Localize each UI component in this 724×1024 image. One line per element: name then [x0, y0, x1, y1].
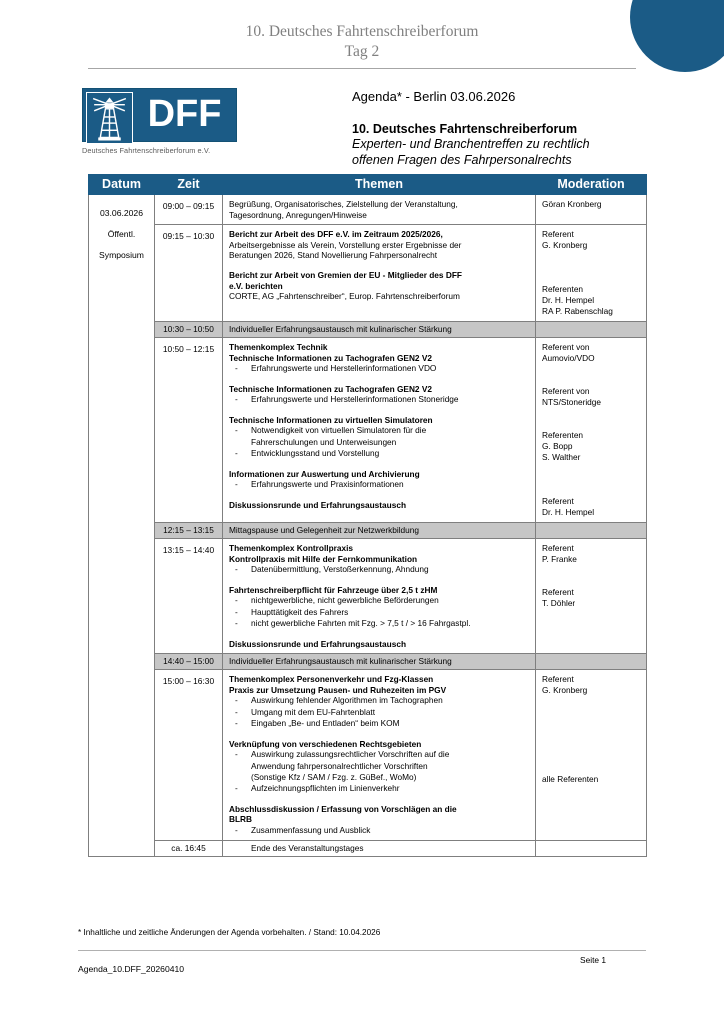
cell-zeit: 10:50 – 12:15 — [155, 338, 223, 523]
moderator-line: Referent von — [542, 386, 590, 397]
cell-moderation — [536, 654, 647, 670]
bullet-item: - nicht gewerbliche Fahrten mit Fzg. > 7,5 t / > 16 Fahrgastpl. — [229, 618, 530, 629]
cell-themen — [223, 195, 536, 225]
bullet-item: - Aufzeichnungspflichten im Linienverkehr — [229, 783, 530, 794]
agenda-table — [88, 174, 647, 857]
topic-line: Bericht zur Arbeit von Gremien der EU - Mitglieder des DFF — [229, 269, 462, 280]
bullet-item: - Zusammenfassung und Ausblick — [229, 825, 530, 836]
topic-line: Kontrollpraxis mit Hilfe der Fernkommunikation — [229, 553, 418, 564]
table-row — [89, 338, 647, 523]
footer-divider — [78, 950, 646, 951]
moderator-line: P. Franke — [542, 554, 577, 565]
cell-moderation — [536, 841, 647, 857]
topic-line: Informationen zur Auswertung und Archivierung — [229, 468, 420, 479]
moderator-line: Referenten — [542, 430, 584, 441]
table-row — [89, 225, 647, 322]
cell-zeit: 13:15 – 14:40 — [155, 539, 223, 654]
table-row — [89, 670, 647, 841]
topic-block — [229, 739, 530, 795]
bullet-item: - Haupttätigkeit des Fahrers — [229, 607, 530, 618]
table-row — [89, 195, 647, 225]
cell-themen: Individueller Erfahrungsaustausch mit kulinarischer Stärkung — [223, 654, 536, 670]
topic-block — [229, 585, 530, 630]
moderator-line: Referent — [542, 674, 574, 685]
column-header-themen: Themen — [223, 175, 536, 195]
topic-block — [229, 469, 530, 491]
page-header — [88, 22, 636, 62]
moderation-spacer — [542, 696, 641, 774]
moderator-line: NTS/Stoneridge — [542, 397, 602, 408]
cell-themen: Ende des Veranstaltungstages — [223, 841, 536, 857]
column-header-moderation: Moderation — [536, 175, 647, 195]
bullet-item: - Auswirkung fehlender Algorithmen im Tachographen — [229, 695, 530, 706]
topic-bullets — [229, 394, 530, 405]
moderator-line: T. Döhler — [542, 598, 576, 609]
moderator-line: Referent — [542, 496, 574, 507]
table-row — [89, 523, 647, 539]
table-row — [89, 539, 647, 654]
topic-line: Begrüßung, Organisatorisches, Zielstellung der Veranstaltung, — [229, 199, 458, 209]
topic-line: Themenkomplex Technik — [229, 342, 328, 353]
datum-kind-line2: Symposium — [99, 250, 144, 260]
cell-zeit: 15:00 – 16:30 — [155, 670, 223, 841]
moderator-line — [542, 262, 641, 273]
cell-themen: Individueller Erfahrungsaustausch mit kulinarischer Stärkung — [223, 322, 536, 338]
bullet-continuation: Anwendung fahrpersonalrechtlicher Vorschriften — [251, 760, 428, 771]
logo-mark — [82, 88, 237, 142]
bullet-item: - Erfahrungswerte und Praxisinformationen — [229, 479, 530, 490]
topic-block — [229, 415, 530, 460]
bullet-continuation: Fahrerschulungen und Unterweisungen — [251, 436, 397, 447]
moderator-line — [542, 364, 641, 375]
bullet-item: - Notwendigkeit von virtuellen Simulatoren für die Fahrerschulungen und Unterweisungen — [229, 425, 530, 448]
table-row — [89, 841, 647, 857]
agenda-date-line: Agenda* - Berlin 03.06.2026 — [352, 89, 516, 104]
bullet-item: - Erfahrungswerte und Herstellerinformationen Stoneridge — [229, 394, 530, 405]
moderator-line: Referent — [542, 229, 574, 240]
document-title-block — [352, 88, 652, 168]
moderator-line — [542, 408, 641, 419]
topic-block — [229, 199, 530, 220]
topic-line: BLRB — [229, 814, 253, 825]
moderator-line: Dr. H. Hempel — [542, 507, 595, 518]
column-header-datum: Datum — [89, 175, 155, 195]
cell-moderation — [536, 539, 647, 654]
topic-line: Themenkomplex Kontrollpraxis — [229, 543, 354, 554]
bullet-item: - nichtgewerbliche, nicht gewerbliche Beförderungen — [229, 595, 530, 606]
cell-themen — [223, 338, 536, 523]
moderator-line: Referenten — [542, 284, 584, 295]
topic-block — [229, 639, 530, 650]
topic-line: Technische Informationen zu Tachografen GEN2 V2 — [229, 352, 433, 363]
moderator-line — [542, 485, 641, 496]
forum-subtitle-line2: offenen Fragen des Fahrpersonalrechts — [352, 152, 572, 167]
topic-line: Abschlussdiskussion / Erfassung von Vorschlägen an die — [229, 803, 457, 814]
cell-themen — [223, 225, 536, 322]
topic-bullets — [229, 425, 530, 459]
moderator-line — [542, 565, 641, 576]
topic-block — [229, 543, 530, 576]
page-header-subtitle: Tag 2 — [344, 43, 380, 60]
topic-line: Fahrtenschreiberpflicht für Fahrzeuge über 2,5 t zHM — [229, 584, 438, 595]
header-divider — [88, 68, 636, 69]
table-row — [89, 322, 647, 338]
bullet-continuation: (Sonstige Kfz / SAM / Fzg. z. GüBef., WoMo) — [251, 772, 417, 782]
table-row — [89, 654, 647, 670]
page-header-title: 10. Deutsches Fahrtenschreiberforum — [245, 23, 479, 40]
topic-bullets — [229, 595, 530, 629]
moderator-line — [542, 419, 641, 430]
logo-letters: DFF — [147, 93, 222, 135]
cell-datum — [89, 195, 155, 857]
lighthouse-icon — [86, 92, 133, 144]
moderator-line: RA P. Rabenschlag — [542, 306, 613, 317]
topic-line: Diskussionsrunde und Erfahrungsaustausch — [229, 499, 407, 510]
cell-themen — [223, 670, 536, 841]
forum-title: 10. Deutsches Fahrtenschreiberforum — [352, 122, 578, 136]
moderator-line: alle Referenten — [542, 774, 599, 785]
topic-block — [229, 674, 530, 729]
cell-zeit: 09:15 – 10:30 — [155, 225, 223, 322]
moderator-line: Göran Kronberg — [542, 199, 602, 209]
table-header-row — [89, 175, 647, 195]
bullet-item: - Auswirkung zulassungsrechtlicher Vorschriften auf die Anwendung fahrpersonalrechtlicher Vorschriften (Sonstige Kfz / SAM / Fzg. z. GüBef., WoMo) — [229, 749, 530, 783]
corner-decoration — [630, 0, 724, 72]
moderator-line: Aumovio/VDO — [542, 353, 595, 364]
cell-zeit: 12:15 – 13:15 — [155, 523, 223, 539]
moderator-line: G. Kronberg — [542, 240, 588, 251]
cell-moderation — [536, 225, 647, 322]
topic-block — [229, 342, 530, 375]
topic-bullets — [229, 695, 530, 729]
cell-themen — [223, 539, 536, 654]
moderator-line — [542, 273, 641, 284]
cell-moderation — [536, 195, 647, 225]
cell-moderation — [536, 322, 647, 338]
cell-themen: Mittagspause und Gelegenheit zur Netzwerkbildung — [223, 523, 536, 539]
table-body — [89, 195, 647, 857]
topic-line: e.V. berichten — [229, 280, 283, 291]
topic-line: Praxis zur Umsetzung Pausen- und Ruhezeiten im PGV — [229, 684, 447, 695]
topic-line: Themenkomplex Personenverkehr und Fzg-Klassen — [229, 674, 434, 685]
moderator-line — [542, 375, 641, 386]
topic-bullets — [229, 564, 530, 575]
column-header-zeit: Zeit — [155, 175, 223, 195]
topic-line: Arbeitsergebnisse als Verein, Vorstellung erster Ergebnisse der — [229, 239, 462, 250]
topic-bullets — [229, 749, 530, 795]
topic-line: Bericht zur Arbeit des DFF e.V. im Zeitraum 2025/2026, — [229, 229, 443, 240]
topic-line: CORTE, AG „Fahrtenschreiber“, Europ. Fahrtenschreiberforum — [229, 291, 460, 302]
moderator-line: Dr. H. Hempel — [542, 295, 595, 306]
topic-bullets — [229, 825, 530, 836]
topic-line: Technische Informationen zu virtuellen Simulatoren — [229, 414, 433, 425]
topic-bullets — [229, 479, 530, 490]
datum-date: 03.06.2026 — [99, 208, 143, 218]
agenda-footnote: * Inhaltliche und zeitliche Änderungen der Agenda vorbehalten. / Stand: 10.04.2026 — [78, 928, 381, 937]
topic-block — [229, 500, 530, 511]
topic-block — [229, 229, 530, 261]
bullet-item: - Erfahrungswerte und Herstellerinformationen VDO — [229, 363, 530, 374]
cell-moderation — [536, 338, 647, 523]
moderator-line: Referent — [542, 587, 574, 598]
topic-bullets — [229, 363, 530, 374]
footer-page-number: Seite 1 — [580, 955, 607, 965]
moderator-line: Referent von — [542, 342, 590, 353]
bullet-item: - Eingaben „Be- und Entladen“ beim KOM — [229, 718, 530, 729]
cell-zeit: 14:40 – 15:00 — [155, 654, 223, 670]
topic-line: Tagesordnung, Anregungen/Hinweise — [229, 209, 367, 220]
footer-filename: Agenda_10.DFF_20260410 — [78, 964, 185, 974]
cell-moderation — [536, 670, 647, 841]
moderator-line — [542, 576, 641, 587]
datum-kind-line1: Öffentl. — [107, 229, 136, 239]
cell-zeit: ca. 16:45 — [155, 841, 223, 857]
forum-subtitle-line1: Experten- und Branchentreffen zu rechtlich — [352, 137, 590, 151]
moderator-line: G. Kronberg — [542, 685, 588, 696]
moderator-line: S. Walther — [542, 452, 581, 463]
topic-line: Beratungen 2026, Stand Novellierung Fahrpersonalrecht — [229, 250, 438, 261]
topic-line: Diskussionsrunde und Erfahrungsaustausch — [229, 638, 407, 649]
moderator-line — [542, 474, 641, 485]
topic-block — [229, 270, 530, 302]
moderator-line: G. Bopp — [542, 441, 573, 452]
topic-block — [229, 804, 530, 837]
bullet-item: - Datenübermittlung, Verstoßerkennung, Ahndung — [229, 564, 530, 575]
bullet-item: - Umgang mit dem EU-Fahrtenblatt — [229, 707, 530, 718]
cell-zeit: 09:00 – 09:15 — [155, 195, 223, 225]
moderator-line — [542, 463, 641, 474]
topic-block — [229, 384, 530, 406]
topic-line: Verknüpfung von verschiedenen Rechtsgebieten — [229, 738, 422, 749]
logo-caption: Deutsches Fahrtenschreiberforum e.V. — [82, 146, 211, 155]
cell-moderation — [536, 523, 647, 539]
dff-logo — [82, 88, 252, 155]
bullet-item: - Entwicklungsstand und Vorstellung — [229, 448, 530, 459]
moderator-line — [542, 251, 641, 262]
moderator-line: Referent — [542, 543, 574, 554]
topic-line: Technische Informationen zu Tachografen GEN2 V2 — [229, 383, 433, 394]
cell-zeit: 10:30 – 10:50 — [155, 322, 223, 338]
